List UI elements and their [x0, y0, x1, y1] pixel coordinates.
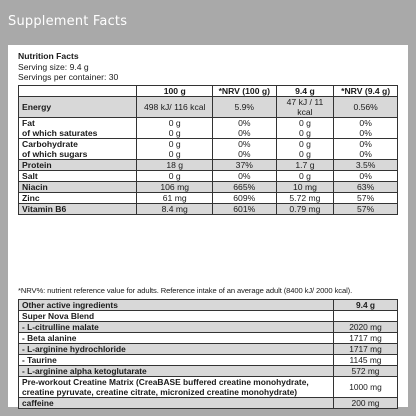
serving-size: Serving size: 9.4 g	[18, 61, 89, 72]
row-nrv-100g: 665%	[212, 182, 276, 193]
table-row	[19, 118, 398, 129]
nutrition-header-row	[19, 86, 398, 97]
ingredient-label: caffeine	[19, 398, 334, 409]
row-nrv-serving: 0%	[334, 139, 398, 150]
row-nrv-serving: 0%	[334, 149, 398, 160]
ingredient-value: 1145 mg	[334, 355, 398, 366]
row-value-serving: 5.72 mg	[276, 193, 334, 204]
row-label: Protein	[19, 160, 137, 171]
table-row	[19, 182, 398, 193]
table-row	[19, 128, 398, 139]
table-row	[19, 193, 398, 204]
row-value-100g: 498 kJ/ 116 kcal	[137, 97, 212, 118]
row-value-100g: 0 g	[137, 118, 212, 129]
row-label: Salt	[19, 171, 137, 182]
ingredient-label: - L-arginine hydrochloride	[19, 344, 334, 355]
row-label: Fat	[19, 118, 137, 129]
table-row	[19, 366, 398, 377]
row-value-serving: 0 g	[276, 171, 334, 182]
ingredient-value: 200 mg	[334, 398, 398, 409]
row-value-100g: 18 g	[137, 160, 212, 171]
row-nrv-100g: 0%	[212, 149, 276, 160]
row-nrv-100g: 609%	[212, 193, 276, 204]
row-nrv-serving: 0%	[334, 171, 398, 182]
ingredient-label: - L-citrulline malate	[19, 322, 334, 333]
servings-per-container: Servings per container: 30	[18, 72, 119, 82]
row-value-serving: 10 mg	[276, 182, 334, 193]
row-value-serving: 1.7 g	[276, 160, 334, 171]
row-value-serving: 0 g	[276, 149, 334, 160]
row-value-100g: 8.4 mg	[137, 204, 212, 215]
row-value-100g: 0 g	[137, 139, 212, 150]
table-row	[19, 398, 398, 409]
row-nrv-100g: 0%	[212, 128, 276, 139]
nrv-footnote: *NRV%: nutrient reference value for adults. Reference intake of an average adult (8400 kJ/ 2000 kcal).	[18, 286, 353, 295]
row-nrv-100g: 0%	[212, 118, 276, 129]
ingredient-value: 2020 mg	[334, 322, 398, 333]
row-nrv-100g: 0%	[212, 171, 276, 182]
col-header-nrv-100g: *NRV (100 g)	[212, 86, 276, 97]
row-nrv-serving: 0.56%	[334, 97, 398, 118]
col-header-label	[19, 86, 137, 97]
table-row	[19, 322, 398, 333]
nutrition-header	[18, 51, 398, 83]
table-row	[19, 344, 398, 355]
row-nrv-serving: 57%	[334, 193, 398, 204]
ingredient-value: 1000 mg	[334, 377, 398, 398]
row-nrv-100g: 37%	[212, 160, 276, 171]
ingredients-header-row	[19, 300, 398, 311]
ingredients-header-label: Other active ingredients	[19, 300, 334, 311]
panel-title: Supplement Facts	[8, 14, 128, 29]
row-value-100g: 0 g	[137, 149, 212, 160]
row-label: Energy	[19, 97, 137, 118]
col-header-100g: 100 g	[137, 86, 212, 97]
table-row	[19, 377, 398, 398]
ingredient-label: - Beta alanine	[19, 333, 334, 344]
table-row	[19, 204, 398, 215]
row-value-serving: 0 g	[276, 118, 334, 129]
row-label: of which sugars	[19, 149, 137, 160]
ingredient-label: Super Nova Blend	[19, 311, 334, 322]
ingredient-label: - Taurine	[19, 355, 334, 366]
row-value-100g: 106 mg	[137, 182, 212, 193]
table-row	[19, 160, 398, 171]
col-header-serving: 9.4 g	[276, 86, 334, 97]
ingredients-table	[18, 299, 398, 409]
table-row	[19, 171, 398, 182]
row-value-100g: 61 mg	[137, 193, 212, 204]
row-value-serving: 47 kJ / 11 kcal	[276, 97, 334, 118]
nutrition-title: Nutrition Facts	[18, 51, 79, 61]
row-label: Niacin	[19, 182, 137, 193]
row-nrv-serving: 0%	[334, 128, 398, 139]
table-row	[19, 355, 398, 366]
ingredients-header-value: 9.4 g	[334, 300, 398, 311]
row-label: Zinc	[19, 193, 137, 204]
table-row	[19, 149, 398, 160]
row-value-100g: 0 g	[137, 171, 212, 182]
row-nrv-serving: 57%	[334, 204, 398, 215]
row-label: Carbohydrate	[19, 139, 137, 150]
table-row	[19, 333, 398, 344]
ingredient-label: Pre-workout Creatine Matrix (CreaBASE buffered creatine monohydrate, creatine pyruvate, creatine citrate, micronized creatine monohydrate)	[19, 377, 334, 398]
row-nrv-serving: 3.5%	[334, 160, 398, 171]
table-row	[19, 97, 398, 118]
nutrition-table	[18, 85, 398, 215]
row-value-serving: 0 g	[276, 128, 334, 139]
ingredient-value	[334, 311, 398, 322]
row-nrv-serving: 0%	[334, 118, 398, 129]
row-label: Vitamin B6	[19, 204, 137, 215]
row-value-serving: 0.79 mg	[276, 204, 334, 215]
ingredient-value: 572 mg	[334, 366, 398, 377]
row-nrv-100g: 601%	[212, 204, 276, 215]
row-nrv-100g: 5.9%	[212, 97, 276, 118]
facts-sheet	[8, 45, 408, 407]
row-label: of which saturates	[19, 128, 137, 139]
row-nrv-100g: 0%	[212, 139, 276, 150]
ingredient-value: 1717 mg	[334, 344, 398, 355]
row-nrv-serving: 63%	[334, 182, 398, 193]
ingredient-label: - L-arginine alpha ketoglutarate	[19, 366, 334, 377]
row-value-serving: 0 g	[276, 139, 334, 150]
ingredient-value: 1717 mg	[334, 333, 398, 344]
table-row	[19, 311, 398, 322]
row-value-100g: 0 g	[137, 128, 212, 139]
col-header-nrv-serving: *NRV (9.4 g)	[334, 86, 398, 97]
table-row	[19, 139, 398, 150]
